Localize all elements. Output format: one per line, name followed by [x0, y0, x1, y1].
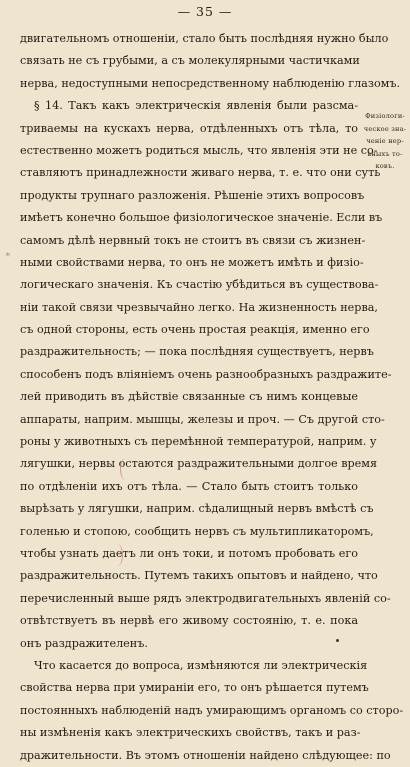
text-line: отвѣтствуетъ въ нервѣ его живому состоянію, т. е. пока [20, 614, 358, 628]
text-line: раздражительность. Путемъ такихъ опытовъ и найдено, что [20, 569, 378, 583]
text-line: связать не съ грубыми, а съ молекулярными частичками [20, 54, 360, 68]
margin-note [362, 110, 408, 173]
text-line: по отдѣленіи ихъ отъ тѣла. — Стало быть стоитъ только [20, 479, 358, 493]
text-line: съ одной стороны, есть очень простая реакція, именно его [20, 323, 370, 337]
section-heading-line: § 14. Такъ какъ электрическія явленія были разсма- [34, 99, 358, 113]
text-line: ными свойствами нерва, то онъ не можетъ имѣть и физіо- [20, 255, 364, 269]
text-line: нерва, недоступными непосредственному наблюденію глазомъ. [20, 76, 401, 90]
text-line: онъ раздражителенъ. [20, 636, 148, 650]
margin-note-line: ковъ. [375, 162, 395, 170]
text-line: способенъ подъ вліяніемъ очень разнообразныхъ раздражите- [20, 367, 392, 381]
text-line: имѣетъ конечно большое физіологическое значеніе. Если въ [20, 211, 383, 225]
text-line: голенью и стопою, сообщить нервъ съ мультипликаторомъ, [20, 524, 374, 538]
pencil-bracket-mark [120, 458, 131, 480]
text-line: раздражительность; — пока послѣдняя существуетъ, нервъ [20, 345, 374, 359]
ink-dot [336, 639, 339, 642]
text-line: постоянныхъ наблюденій надъ умирающимъ органомъ со сторо- [20, 703, 404, 717]
text-line: естественно можетъ родиться мысль, что явленія эти не со- [20, 143, 378, 157]
text-line: роны у животныхъ съ перемѣнной температурой, наприм. у [20, 435, 377, 449]
page-number: — 35 — [177, 4, 233, 19]
margin-note-line: ченіе нер- [366, 137, 404, 145]
text-line: вырѣзать у лягушки, наприм. сѣдалищный нервъ вмѣстѣ съ [20, 502, 374, 516]
text-line: чтобы узнать даетъ ли онъ токи, и потомъ пробовать его [20, 546, 358, 560]
text-line: свойства нерва при умираніи его, то онъ рѣшается путемъ [20, 681, 369, 695]
text-line: перечисленный выше рядъ электродвигательныхъ явленій со- [20, 591, 391, 605]
margin-note-line: Физіологи- [365, 112, 405, 120]
pencil-bracket-mark [112, 544, 123, 566]
text-line: лей приводить въ дѣйствіе связанные съ нимъ концевые [20, 390, 358, 404]
text-line: ставляютъ принадлежности живаго нерва, т. е. что они суть [20, 166, 381, 180]
text-line: самомъ дѣлѣ нервный токъ не стоитъ въ связи съ жизнен- [20, 233, 366, 247]
text-line: лягушки, нервы остаются раздражительными долгое время [20, 457, 378, 471]
text-line: ны измѣненія какъ электрическихъ свойствъ, такъ и раз- [20, 726, 361, 740]
margin-note-line: вныхъ то- [367, 149, 403, 158]
text-line: дражительности. Въ этомъ отношеніи найдено слѣдующее: по [20, 748, 391, 762]
text-line: ніи такой связи чрезвычайно легко. На жизненность нерва, [20, 300, 378, 314]
text-line: триваемы на кускахъ нерва, отдѣленныхъ отъ тѣла, то [20, 121, 358, 135]
text-line: аппараты, наприм. мышцы, железы и проч. — Съ другой сто- [20, 412, 385, 426]
text-line: двигательномъ отношеніи, стало быть послѣдняя нужно было [20, 32, 389, 45]
text-line: Что касается до вопроса, измѣняются ли электрическія [34, 658, 368, 672]
text-line: логическаго значенія. Къ счастію убѣдиться въ существова- [20, 278, 379, 292]
text-line: продукты трупнаго разложенія. Рѣшеніе этихъ вопросовъ [20, 188, 365, 202]
pencil-annotation: * [5, 251, 12, 263]
margin-note-line: ческое зна- [363, 124, 407, 133]
